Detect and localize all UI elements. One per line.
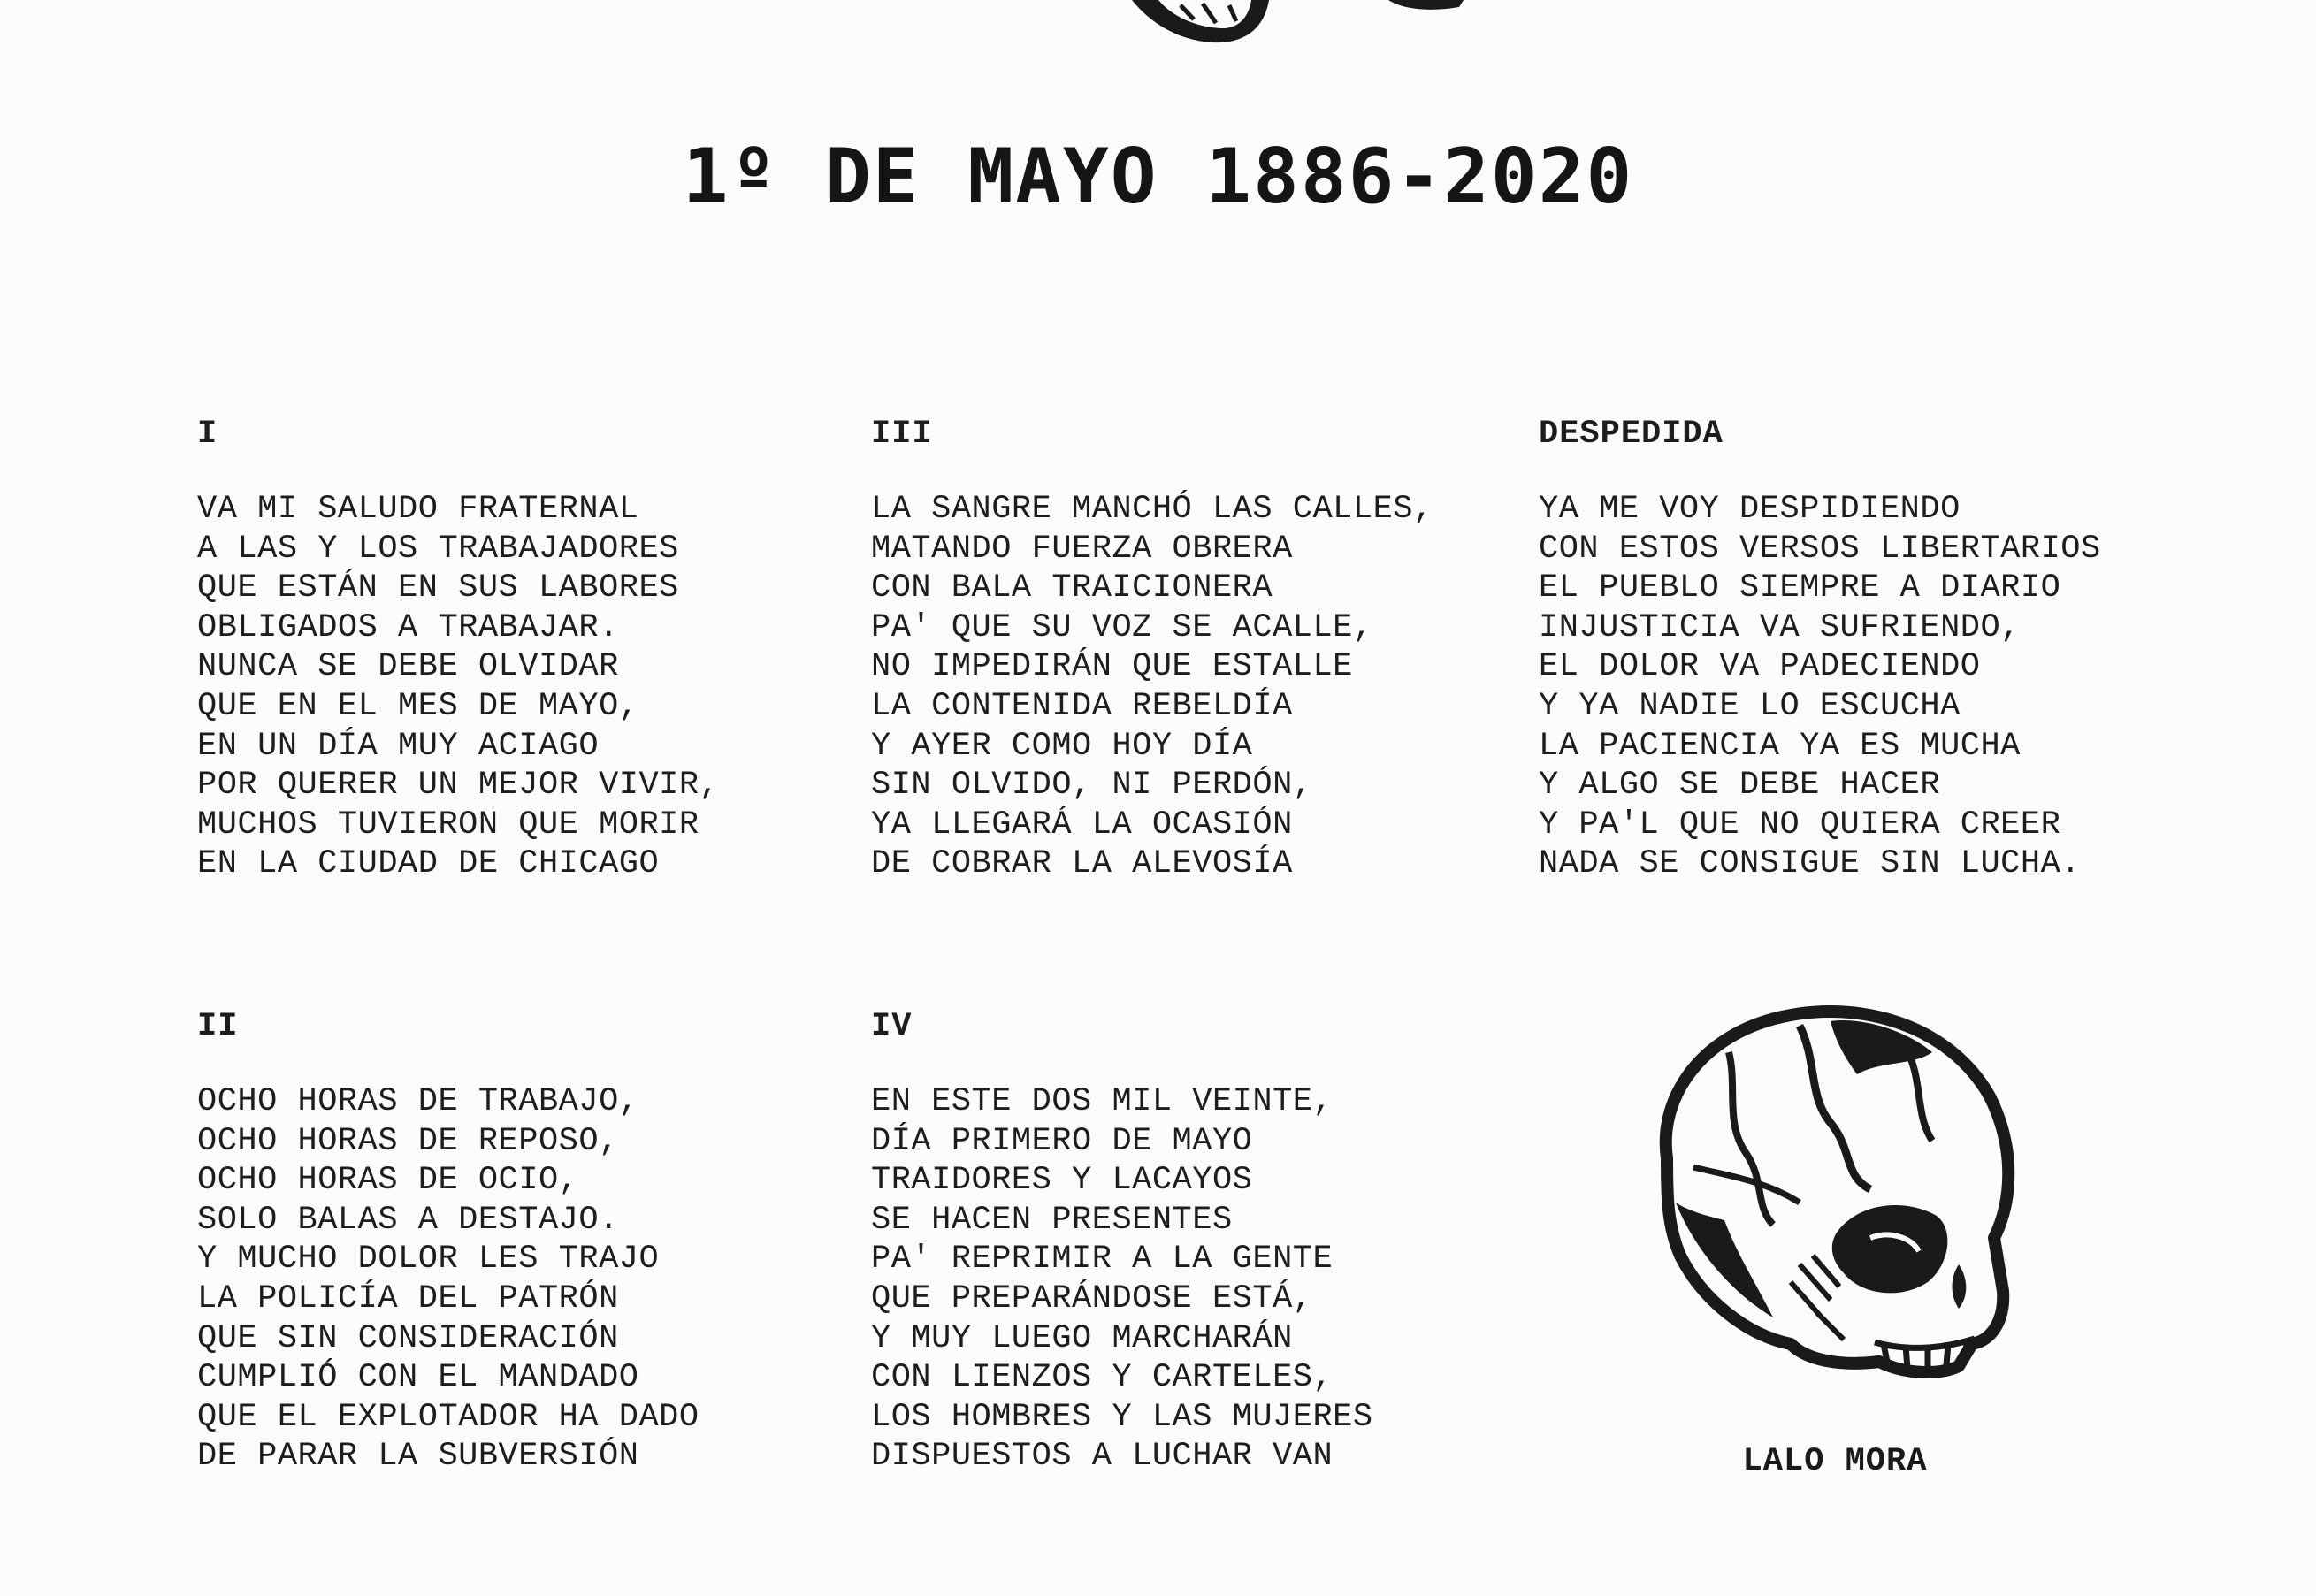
stanza-lines	[197, 490, 869, 884]
verse-line: MATANDO FUERZA OBRERA	[871, 530, 1293, 568]
verse-line: DÍA PRIMERO DE MAYO	[871, 1122, 1253, 1160]
verse-line: YA ME VOY DESPIDIENDO	[1539, 491, 1961, 528]
verse-line: DE COBRAR LA ALEVOSÍA	[871, 845, 1293, 883]
verse-line: OBLIGADOS A TRABAJAR.	[197, 608, 619, 646]
verse-line: SIN OLVIDO, NI PERDÓN,	[871, 767, 1313, 805]
stanza-lines	[871, 490, 1543, 884]
verse-line: CON BALA TRAICIONERA	[871, 569, 1273, 607]
verse-line: Y PA'L QUE NO QUIERA CREER	[1539, 806, 2061, 844]
verse-line: Y AYER COMO HOY DÍA	[871, 727, 1253, 765]
stanza-numeral: III	[871, 416, 933, 453]
verse-line: YA LLEGARÁ LA OCASIÓN	[871, 806, 1293, 844]
verse-line: EN UN DÍA MUY ACIAGO	[197, 727, 600, 765]
verse-line: DE PARAR LA SUBVERSIÓN	[197, 1438, 639, 1476]
verse-line: Y MUCHO DOLOR LES TRAJO	[197, 1241, 660, 1279]
verse-line: SOLO BALAS A DESTAJO.	[197, 1201, 619, 1239]
verse-line: EL DOLOR VA PADECIENDO	[1539, 648, 1981, 686]
top-woodcut-illustration	[1097, 0, 1503, 53]
stanza-lines	[1539, 490, 2211, 884]
verse-line: EN ESTE DOS MIL VEINTE,	[871, 1083, 1334, 1120]
stanza-ii	[197, 1008, 869, 1477]
verse-line: QUE ESTÁN EN SUS LABORES	[197, 569, 679, 607]
verse-line: QUE EL EXPLOTADOR HA DADO	[197, 1398, 699, 1436]
verse-line: NADA SE CONSIGUE SIN LUCHA.	[1539, 845, 2081, 883]
verse-line: LA CONTENIDA REBELDÍA	[871, 687, 1293, 725]
verse-line: MUCHOS TUVIERON QUE MORIR	[197, 806, 699, 844]
verse-line: EN LA CIUDAD DE CHICAGO	[197, 845, 660, 883]
verse-line: NO IMPEDIRÁN QUE ESTALLE	[871, 648, 1353, 686]
stanza-despedida	[1539, 416, 2211, 884]
poster-title: 1º DE MAYO 1886-2020	[682, 133, 1634, 221]
verse-line: QUE SIN CONSIDERACIÓN	[197, 1319, 619, 1357]
verse-line: OCHO HORAS DE TRABAJO,	[197, 1083, 639, 1120]
verse-line: NUNCA SE DEBE OLVIDAR	[197, 648, 619, 686]
verse-line: VA MI SALUDO FRATERNAL	[197, 491, 639, 528]
verse-line: TRAIDORES Y LACAYOS	[871, 1162, 1253, 1200]
verse-line: LA SANGRE MANCHÓ LAS CALLES,	[871, 491, 1433, 528]
stanza-i	[197, 416, 869, 884]
verse-line: QUE PREPARÁNDOSE ESTÁ,	[871, 1279, 1313, 1317]
verse-line: Y YA NADIE LO ESCUCHA	[1539, 687, 1961, 725]
verse-line: OCHO HORAS DE OCIO,	[197, 1162, 579, 1200]
stanza-lines	[871, 1082, 1543, 1477]
stanza-iii	[871, 416, 1543, 884]
verse-line: OCHO HORAS DE REPOSO,	[197, 1122, 619, 1160]
stanza-lines	[197, 1082, 869, 1477]
verse-line: INJUSTICIA VA SUFRIENDO,	[1539, 608, 2021, 646]
verse-line: QUE EN EL MES DE MAYO,	[197, 687, 639, 725]
verse-line: PA' QUE SU VOZ SE ACALLE,	[871, 608, 1373, 646]
stanza-iv	[871, 1008, 1543, 1477]
verse-line: SE HACEN PRESENTES	[871, 1201, 1233, 1239]
verse-line: CON ESTOS VERSOS LIBERTARIOS	[1539, 530, 2101, 568]
skull-woodcut-illustration	[1640, 999, 2029, 1379]
verse-line: LOS HOMBRES Y LAS MUJERES	[871, 1398, 1373, 1436]
verse-line: POR QUERER UN MEJOR VIVIR,	[197, 767, 720, 805]
verse-line: CON LIENZOS Y CARTELES,	[871, 1359, 1334, 1397]
stanza-numeral: DESPEDIDA	[1539, 416, 1724, 453]
verse-line: LA POLICÍA DEL PATRÓN	[197, 1279, 619, 1317]
author-signature: LALO MORA	[1742, 1443, 1928, 1480]
stanza-numeral: I	[197, 416, 218, 453]
verse-line: LA PACIENCIA YA ES MUCHA	[1539, 727, 2021, 765]
verse-line: CUMPLIÓ CON EL MANDADO	[197, 1359, 639, 1397]
verse-line: PA' REPRIMIR A LA GENTE	[871, 1241, 1334, 1279]
stanza-numeral: IV	[871, 1008, 913, 1045]
verse-line: A LAS Y LOS TRABAJADORES	[197, 530, 679, 568]
verse-line: DISPUESTOS A LUCHAR VAN	[871, 1438, 1334, 1476]
verse-line: Y MUY LUEGO MARCHARÁN	[871, 1319, 1293, 1357]
stanza-numeral: II	[197, 1008, 239, 1045]
verse-line: Y ALGO SE DEBE HACER	[1539, 767, 1941, 805]
verse-line: EL PUEBLO SIEMPRE A DIARIO	[1539, 569, 2061, 607]
